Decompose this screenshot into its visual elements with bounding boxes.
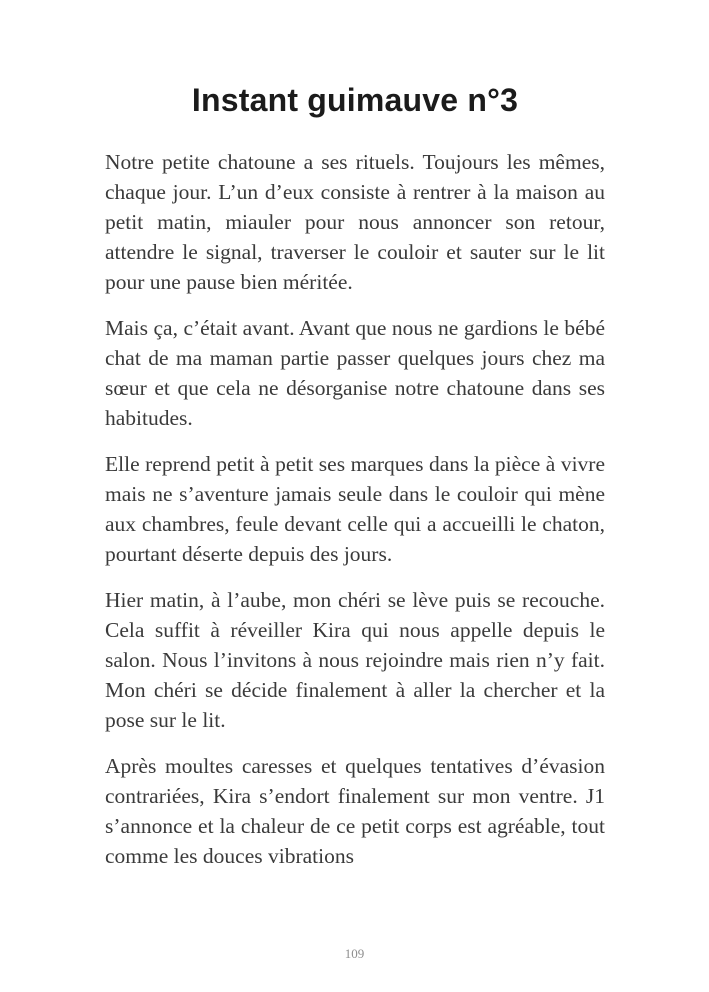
body-paragraph: Notre petite chatoune a ses rituels. Toujours les mêmes, chaque jour. L’un d’eux consiste à rentrer à la maison au petit matin, miauler pour nous annoncer son retour, attendre le signal, traverser le couloir et sauter sur le lit pour une pause bien méritée.	[105, 150, 605, 294]
body-paragraph: Mais ça, c’était avant. Avant que nous ne gardions le bébé chat de ma maman partie passer quelques jours chez ma sœur et que cela ne désorganise notre chatoune dans ses habitudes.	[105, 316, 605, 430]
body-paragraph: Hier matin, à l’aube, mon chéri se lève puis se recouche. Cela suffit à réveiller Kira qui nous appelle depuis le salon. Nous l’invitons à nous rejoindre mais rien n’y fait. Mon chéri se décide finalement à aller la chercher et la pose sur le lit.	[105, 588, 605, 732]
body-paragraph: Après moultes caresses et quelques tentatives d’évasion contrariées, Kira s’endort finalement sur mon ventre. J1 s’annonce et la chaleur de ce petit corps est agréable, tout comme les douces vibrations	[105, 754, 605, 868]
chapter-title: Instant guimauve n°3	[191, 82, 519, 118]
page-content	[105, 80, 605, 871]
body-paragraph: Elle reprend petit à petit ses marques dans la pièce à vivre mais ne s’aventure jamais seule dans le couloir qui mène aux chambres, feule devant celle qui a accueilli le chaton, pourtant déserte depuis des jours.	[105, 452, 605, 566]
page-number: 109	[344, 946, 365, 961]
